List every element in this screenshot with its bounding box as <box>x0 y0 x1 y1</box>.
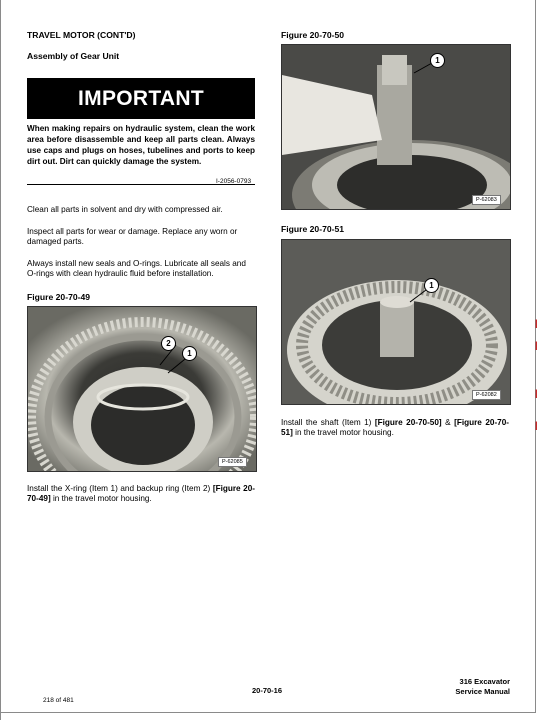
figure-49-photo <box>27 306 257 472</box>
page-border-right <box>535 0 536 713</box>
edge-mark: | <box>535 420 538 430</box>
edge-mark: | <box>535 318 538 328</box>
figure-50-code: P-62083 <box>472 195 501 205</box>
callout-item-1: 1 <box>182 346 197 361</box>
callout-item-2: 2 <box>161 336 176 351</box>
footer-model: 316 Excavator <box>459 677 510 686</box>
figure-49-label: Figure 20-70-49 <box>27 292 91 302</box>
section-title: TRAVEL MOTOR (CONT'D) <box>27 30 136 40</box>
shaft-insertion-illustration <box>282 45 510 209</box>
gear-housing-illustration <box>28 307 256 471</box>
paragraph-inspect: Inspect all parts for wear or damage. Replace any worn or damaged parts. <box>27 227 238 247</box>
edge-mark: | <box>535 388 538 398</box>
callout-shaft-51: 1 <box>424 278 439 293</box>
figure-51-label: Figure 20-70-51 <box>281 224 345 234</box>
caption-figure-50-51: Install the shaft (Item 1) [Figure 20-70-50] & [Figure 20-70-51] in the travel motor housing. <box>281 418 510 438</box>
installed-shaft-illustration <box>282 240 510 404</box>
subsection-title: Assembly of Gear Unit <box>27 51 120 61</box>
important-text: When making repairs on hydraulic system, clean the work area before disassemble and keep all parts clean. Always use caps and plugs on hoses, tubelines and ports to keep dirt out. Dirt can quickly damage the system. <box>27 124 255 166</box>
figure-51-code: P-62082 <box>472 390 501 400</box>
page-of-indicator: 218 of 481 <box>43 697 74 704</box>
page-border-left <box>0 0 1 720</box>
edge-mark: | <box>535 340 538 350</box>
figure-50-label: Figure 20-70-50 <box>281 30 345 40</box>
callout-shaft-50: 1 <box>430 53 445 68</box>
paragraph-clean: Clean all parts in solvent and dry with compressed air. <box>27 205 223 214</box>
important-banner: IMPORTANT <box>27 78 255 119</box>
figure-50-photo <box>281 44 511 210</box>
page-number: 20-70-16 <box>252 686 283 695</box>
caption-figure-49: Install the X-ring (Item 1) and backup ring (Item 2) [Figure 20-70-49] in the travel motor housing. <box>27 484 255 504</box>
figure-51-photo <box>281 239 511 405</box>
important-code: I-2056-0793 <box>216 178 252 185</box>
footer-manual: Service Manual <box>455 687 510 696</box>
page-border-bottom <box>0 712 535 713</box>
figure-49-code: P-62085 <box>218 457 247 467</box>
paragraph-seals: Always install new seals and O-rings. Lubricate all seals and O-rings with clean hydraulic fluid before installation. <box>27 259 246 279</box>
